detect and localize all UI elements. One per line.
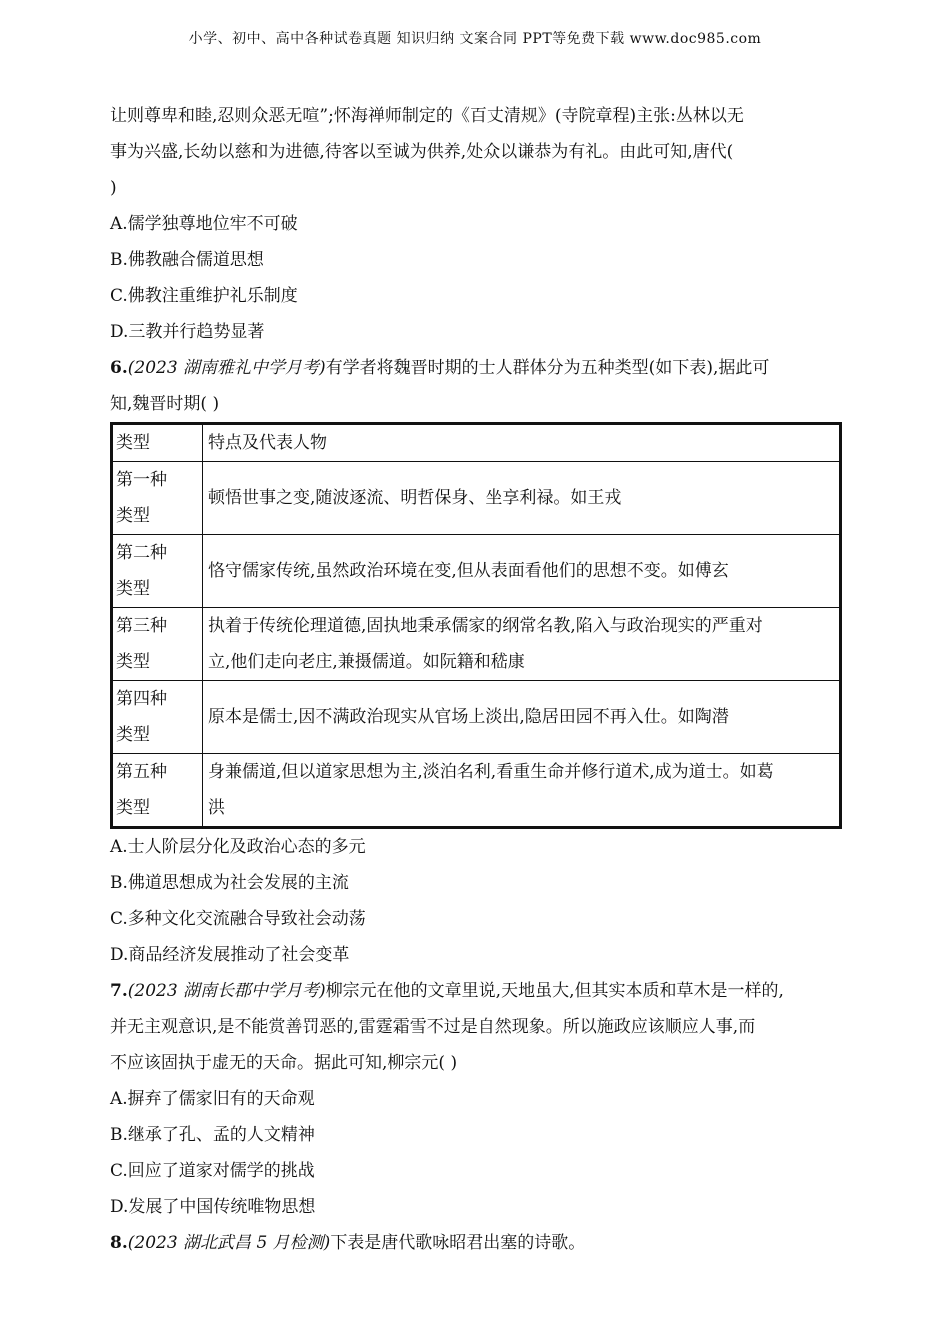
desc-line: 洪 — [208, 798, 225, 818]
q6-source: (2023 湖南雅礼中学月考) — [127, 358, 326, 378]
scholar-types-table — [110, 422, 842, 829]
q7-stem-line: 并无主观意识,是不能赏善罚恶的,雷霆霜雪不过是自然现象。所以施政应该顺应人事,而 — [110, 1017, 756, 1037]
question-8 — [110, 1225, 842, 1261]
table-cell-type — [112, 608, 203, 681]
question-5-tail — [110, 98, 842, 350]
q5-option-c: C.佛教注重维护礼乐制度 — [110, 286, 298, 306]
desc-line: 原本是儒士,因不满政治现实从官场上淡出,隐居田园不再入仕。如陶潜 — [208, 707, 729, 727]
q7-text: 柳宗元在他的文章里说,天地虽大,但其实本质和草木是一样的, — [325, 981, 784, 1001]
q6-option-d: D.商品经济发展推动了社会变革 — [110, 945, 350, 965]
q6-option-b: B.佛道思想成为社会发展的主流 — [110, 873, 349, 893]
table-cell-type — [112, 535, 203, 608]
q6-stem-line — [110, 350, 842, 386]
table-cell-desc — [203, 462, 841, 535]
table-row — [112, 681, 841, 754]
q8-text: 下表是唐代歌咏昭君出塞的诗歌。 — [330, 1233, 586, 1253]
q7-stem-line — [110, 973, 842, 1009]
q7-option-b: B.继承了孔、孟的人文精神 — [110, 1125, 315, 1145]
q6-text: 有学者将魏晋时期的士人群体分为五种类型(如下表),据此可 — [325, 358, 770, 378]
table-cell-type — [112, 681, 203, 754]
table-header-desc: 特点及代表人物 — [203, 424, 841, 462]
table-cell-desc — [203, 754, 841, 828]
q6-option-c: C.多种文化交流融合导致社会动荡 — [110, 909, 366, 929]
q8-stem-line — [110, 1225, 842, 1261]
page-content — [110, 98, 842, 1261]
q5-option-a: A.儒学独尊地位牢不可破 — [110, 214, 298, 234]
q7-option-c: C.回应了道家对儒学的挑战 — [110, 1161, 315, 1181]
q6-number: 6. — [110, 358, 128, 378]
q5-text-line: 让则尊卑和睦,忍则众恶无喧”;怀海禅师制定的《百丈清规》(寺院章程)主张:丛林以无 — [110, 106, 744, 126]
table-row — [112, 608, 841, 681]
q7-option-a: A.摒弃了儒家旧有的天命观 — [110, 1089, 315, 1109]
q5-text-line: ) — [110, 178, 117, 198]
desc-line: 立,他们走向老庄,兼摄儒道。如阮籍和嵇康 — [208, 652, 525, 672]
table-header-type: 类型 — [112, 424, 203, 462]
q7-source: (2023 湖南长郡中学月考) — [127, 981, 326, 1001]
type-line: 第二种 — [116, 543, 167, 563]
type-line: 类型 — [116, 579, 150, 599]
type-line: 类型 — [116, 506, 150, 526]
question-6 — [110, 350, 842, 973]
table-row — [112, 754, 841, 828]
q8-number: 8. — [110, 1233, 128, 1253]
table-row — [112, 535, 841, 608]
q8-source: (2023 湖北武昌 5 月检测) — [127, 1233, 331, 1253]
table-cell-desc — [203, 535, 841, 608]
type-line: 类型 — [116, 652, 150, 672]
page-header — [0, 28, 950, 48]
q6-stem-line: 知,魏晋时期( ) — [110, 394, 220, 414]
table-cell-type — [112, 754, 203, 828]
type-line: 类型 — [116, 798, 150, 818]
table-cell-desc — [203, 608, 841, 681]
type-line: 第三种 — [116, 616, 167, 636]
q5-option-b: B.佛教融合儒道思想 — [110, 250, 264, 270]
desc-line: 身兼儒道,但以道家思想为主,淡泊名利,看重生命并修行道术,成为道士。如葛 — [208, 762, 774, 782]
type-line: 第一种 — [116, 470, 167, 490]
type-line: 类型 — [116, 725, 150, 745]
q5-text-line: 事为兴盛,长幼以慈和为进德,待客以至诚为供养,处众以谦恭为有礼。由此可知,唐代( — [110, 142, 734, 162]
desc-line: 顿悟世事之变,随波逐流、明哲保身、坐享利禄。如王戎 — [208, 488, 622, 508]
q7-option-d: D.发展了中国传统唯物思想 — [110, 1197, 316, 1217]
q7-number: 7. — [110, 981, 128, 1001]
desc-line: 恪守儒家传统,虽然政治环境在变,但从表面看他们的思想不变。如傅玄 — [208, 561, 729, 581]
q5-option-d: D.三教并行趋势显著 — [110, 322, 265, 342]
question-7 — [110, 973, 842, 1225]
type-line: 第五种 — [116, 762, 167, 782]
type-line: 第四种 — [116, 689, 167, 709]
table-cell-type — [112, 462, 203, 535]
table-header-row — [112, 424, 841, 462]
table-cell-desc — [203, 681, 841, 754]
q6-option-a: A.士人阶层分化及政治心态的多元 — [110, 837, 366, 857]
table-row — [112, 462, 841, 535]
desc-line: 执着于传统伦理道德,固执地秉承儒家的纲常名教,陷入与政治现实的严重对 — [208, 616, 763, 636]
header-text: 小学、初中、高中各种试卷真题 知识归纳 文案合同 PPT等免费下载 www.doc985.com — [188, 31, 762, 47]
q7-stem-line: 不应该固执于虚无的天命。据此可知,柳宗元( ) — [110, 1053, 458, 1073]
